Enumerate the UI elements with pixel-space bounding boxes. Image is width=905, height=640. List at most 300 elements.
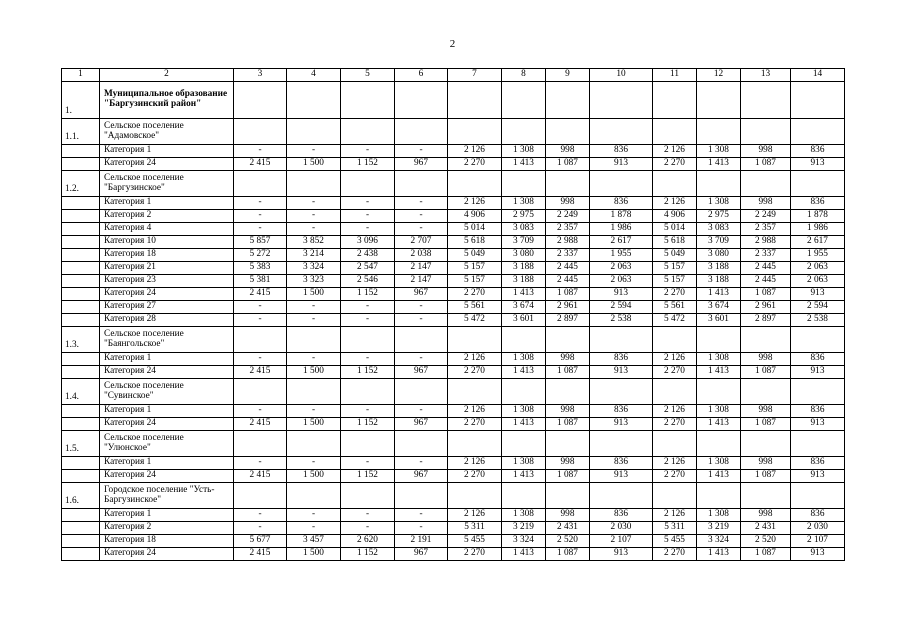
empty-cell [653, 431, 697, 457]
empty-cell [590, 171, 653, 197]
value-cell: 2 620 [341, 535, 395, 548]
empty-index-cell [62, 366, 100, 379]
value-cell: - [395, 223, 448, 236]
category-name: Категория 1 [100, 145, 234, 158]
value-cell: - [341, 145, 395, 158]
value-cell: 2 126 [653, 457, 697, 470]
value-cell: 2 617 [590, 236, 653, 249]
value-cell: 967 [395, 288, 448, 301]
value-cell: 2 030 [590, 522, 653, 535]
section-row [62, 119, 845, 145]
value-cell: 1 955 [791, 249, 845, 262]
value-cell: 2 961 [741, 301, 791, 314]
empty-cell [395, 379, 448, 405]
value-cell: 1 152 [341, 366, 395, 379]
value-cell: 836 [590, 509, 653, 522]
value-cell: 1 152 [341, 548, 395, 561]
empty-cell [287, 171, 341, 197]
value-cell: 1 308 [502, 197, 546, 210]
value-cell: 2 038 [395, 249, 448, 262]
section-row [62, 483, 845, 509]
value-cell: - [234, 301, 287, 314]
value-cell: 836 [791, 353, 845, 366]
section-row [62, 379, 845, 405]
empty-index-cell [62, 535, 100, 548]
section-name: Сельское поселение "Сувинское" [100, 379, 234, 405]
value-cell: 3 709 [502, 236, 546, 249]
value-cell: 3 674 [502, 301, 546, 314]
column-number-cell: 13 [741, 69, 791, 82]
value-cell: 2 357 [741, 223, 791, 236]
value-cell: 998 [546, 509, 590, 522]
value-cell: 3 324 [287, 262, 341, 275]
empty-cell [791, 327, 845, 353]
value-cell: 2 063 [791, 275, 845, 288]
value-cell: 2 445 [741, 275, 791, 288]
value-cell: 967 [395, 158, 448, 171]
value-cell: 3 457 [287, 535, 341, 548]
value-cell: 2 520 [741, 535, 791, 548]
value-cell: 5 157 [653, 262, 697, 275]
value-cell: 967 [395, 548, 448, 561]
category-row [62, 418, 845, 431]
empty-cell [502, 82, 546, 119]
section-row [62, 327, 845, 353]
category-name: Категория 24 [100, 470, 234, 483]
value-cell: 913 [791, 158, 845, 171]
value-cell: 2 126 [653, 145, 697, 158]
value-cell: 5 472 [448, 314, 502, 327]
value-cell: 2 270 [448, 288, 502, 301]
value-cell: 1 878 [590, 210, 653, 223]
value-cell: - [395, 197, 448, 210]
value-cell: 1 500 [287, 288, 341, 301]
category-name: Категория 2 [100, 210, 234, 223]
category-row [62, 288, 845, 301]
value-cell: 2 897 [741, 314, 791, 327]
value-cell: - [234, 405, 287, 418]
value-cell: 3 709 [697, 236, 741, 249]
empty-index-cell [62, 275, 100, 288]
empty-cell [653, 82, 697, 119]
empty-cell [395, 119, 448, 145]
value-cell: - [287, 353, 341, 366]
value-cell: 1 308 [502, 145, 546, 158]
value-cell: - [234, 197, 287, 210]
section-index: 1.2. [62, 171, 100, 197]
empty-cell [741, 431, 791, 457]
value-cell: - [341, 197, 395, 210]
value-cell: 836 [590, 353, 653, 366]
value-cell: 836 [791, 197, 845, 210]
category-row [62, 262, 845, 275]
category-row [62, 470, 845, 483]
column-number-cell: 12 [697, 69, 741, 82]
value-cell: 5 157 [448, 262, 502, 275]
column-number-cell: 14 [791, 69, 845, 82]
empty-cell [234, 483, 287, 509]
value-cell: 1 500 [287, 418, 341, 431]
value-cell: 2 270 [448, 418, 502, 431]
value-cell: 2 126 [653, 405, 697, 418]
category-row [62, 210, 845, 223]
empty-index-cell [62, 158, 100, 171]
category-name: Категория 23 [100, 275, 234, 288]
value-cell: 998 [546, 457, 590, 470]
empty-index-cell [62, 197, 100, 210]
empty-cell [791, 119, 845, 145]
empty-cell [546, 327, 590, 353]
value-cell: 1 087 [741, 288, 791, 301]
value-cell: 3 188 [502, 262, 546, 275]
empty-cell [234, 82, 287, 119]
section-name: Сельское поселение "Адамовское" [100, 119, 234, 145]
value-cell: 2 546 [341, 275, 395, 288]
value-cell: 998 [546, 197, 590, 210]
value-cell: - [234, 509, 287, 522]
empty-cell [791, 82, 845, 119]
column-number-row [62, 69, 845, 82]
value-cell: 998 [546, 145, 590, 158]
value-cell: 2 147 [395, 275, 448, 288]
category-name: Категория 1 [100, 405, 234, 418]
value-cell: - [234, 210, 287, 223]
value-cell: 1 308 [502, 353, 546, 366]
value-cell: 5 311 [653, 522, 697, 535]
empty-cell [448, 82, 502, 119]
value-cell: 5 383 [234, 262, 287, 275]
empty-cell [653, 379, 697, 405]
value-cell: 2 538 [590, 314, 653, 327]
value-cell: 1 308 [697, 145, 741, 158]
value-cell: 998 [741, 509, 791, 522]
value-cell: 1 413 [697, 548, 741, 561]
empty-index-cell [62, 249, 100, 262]
value-cell: 998 [546, 405, 590, 418]
empty-cell [341, 327, 395, 353]
page-number: 2 [449, 38, 456, 50]
value-cell: 1 986 [791, 223, 845, 236]
value-cell: 967 [395, 470, 448, 483]
category-row [62, 249, 845, 262]
section-row [62, 82, 845, 119]
empty-cell [546, 483, 590, 509]
value-cell: - [234, 353, 287, 366]
empty-index-cell [62, 353, 100, 366]
value-cell: - [395, 353, 448, 366]
value-cell: 2 126 [653, 509, 697, 522]
empty-cell [697, 483, 741, 509]
section-name: Сельское поселение "Улюнское" [100, 431, 234, 457]
value-cell: 2 270 [448, 366, 502, 379]
empty-cell [741, 119, 791, 145]
value-cell: 2 030 [791, 522, 845, 535]
value-cell: 3 601 [502, 314, 546, 327]
empty-cell [546, 82, 590, 119]
value-cell: 1 413 [502, 366, 546, 379]
empty-cell [741, 82, 791, 119]
value-cell: - [287, 405, 341, 418]
empty-cell [502, 483, 546, 509]
empty-index-cell [62, 418, 100, 431]
value-cell: 2 337 [741, 249, 791, 262]
value-cell: - [234, 223, 287, 236]
empty-cell [395, 483, 448, 509]
empty-cell [234, 171, 287, 197]
empty-cell [502, 379, 546, 405]
value-cell: - [287, 522, 341, 535]
empty-cell [791, 431, 845, 457]
value-cell: - [395, 301, 448, 314]
empty-cell [697, 119, 741, 145]
value-cell: - [395, 314, 448, 327]
value-cell: 1 878 [791, 210, 845, 223]
value-cell: 2 445 [546, 275, 590, 288]
value-cell: 5 857 [234, 236, 287, 249]
section-name: Сельское поселение "Баргузинское" [100, 171, 234, 197]
value-cell: - [341, 301, 395, 314]
value-cell: 1 413 [697, 288, 741, 301]
value-cell: 2 270 [653, 158, 697, 171]
value-cell: 5 049 [653, 249, 697, 262]
value-cell: 2 415 [234, 158, 287, 171]
empty-cell [653, 327, 697, 353]
value-cell: 2 897 [546, 314, 590, 327]
value-cell: 1 413 [697, 418, 741, 431]
empty-index-cell [62, 314, 100, 327]
empty-index-cell [62, 470, 100, 483]
value-cell: 2 975 [697, 210, 741, 223]
value-cell: 1 413 [502, 548, 546, 561]
value-cell: 1 087 [741, 470, 791, 483]
empty-cell [546, 171, 590, 197]
empty-cell [546, 379, 590, 405]
category-row [62, 145, 845, 158]
value-cell: 2 337 [546, 249, 590, 262]
value-cell: 913 [791, 366, 845, 379]
value-cell: - [341, 405, 395, 418]
value-cell: - [234, 522, 287, 535]
value-cell: 1 308 [697, 405, 741, 418]
value-cell: 3 083 [502, 223, 546, 236]
value-cell: 998 [741, 457, 791, 470]
value-cell: - [287, 457, 341, 470]
value-cell: 2 975 [502, 210, 546, 223]
value-cell: 2 988 [546, 236, 590, 249]
empty-cell [234, 379, 287, 405]
value-cell: 913 [791, 288, 845, 301]
section-row [62, 171, 845, 197]
value-cell: 2 445 [546, 262, 590, 275]
value-cell: 2 538 [791, 314, 845, 327]
value-cell: - [341, 509, 395, 522]
empty-cell [697, 431, 741, 457]
value-cell: - [395, 405, 448, 418]
value-cell: 2 520 [546, 535, 590, 548]
value-cell: 2 126 [448, 457, 502, 470]
value-cell: 2 126 [448, 145, 502, 158]
empty-index-cell [62, 509, 100, 522]
category-row [62, 548, 845, 561]
column-number-cell: 6 [395, 69, 448, 82]
empty-cell [590, 379, 653, 405]
value-cell: 836 [590, 145, 653, 158]
category-row [62, 353, 845, 366]
value-cell: 1 986 [590, 223, 653, 236]
category-row [62, 197, 845, 210]
value-cell: 1 087 [546, 470, 590, 483]
value-cell: - [287, 223, 341, 236]
category-name: Категория 24 [100, 366, 234, 379]
value-cell: - [287, 301, 341, 314]
value-cell: - [287, 509, 341, 522]
value-cell: - [234, 145, 287, 158]
value-cell: 3 852 [287, 236, 341, 249]
empty-cell [448, 119, 502, 145]
empty-index-cell [62, 210, 100, 223]
value-cell: 2 126 [448, 197, 502, 210]
value-cell: 2 357 [546, 223, 590, 236]
category-name: Категория 1 [100, 509, 234, 522]
empty-cell [395, 327, 448, 353]
empty-cell [287, 119, 341, 145]
empty-cell [791, 483, 845, 509]
value-cell: 913 [590, 418, 653, 431]
column-number-cell: 5 [341, 69, 395, 82]
value-cell: 913 [791, 470, 845, 483]
empty-cell [741, 379, 791, 405]
empty-index-cell [62, 405, 100, 418]
value-cell: 2 707 [395, 236, 448, 249]
column-number-cell: 11 [653, 69, 697, 82]
empty-cell [791, 171, 845, 197]
value-cell: - [341, 522, 395, 535]
value-cell: 2 594 [791, 301, 845, 314]
empty-cell [741, 327, 791, 353]
empty-cell [395, 171, 448, 197]
empty-cell [697, 82, 741, 119]
empty-cell [653, 171, 697, 197]
value-cell: 5 455 [653, 535, 697, 548]
value-cell: 3 219 [697, 522, 741, 535]
category-name: Категория 18 [100, 249, 234, 262]
value-cell: 3 080 [502, 249, 546, 262]
value-cell: 2 270 [653, 288, 697, 301]
value-cell: 1 087 [546, 288, 590, 301]
value-cell: 2 126 [448, 509, 502, 522]
tariff-table [61, 68, 845, 561]
empty-cell [590, 119, 653, 145]
value-cell: 2 249 [546, 210, 590, 223]
empty-cell [697, 327, 741, 353]
value-cell: 836 [791, 145, 845, 158]
value-cell: 5 618 [653, 236, 697, 249]
category-name: Категория 28 [100, 314, 234, 327]
category-name: Категория 24 [100, 288, 234, 301]
empty-cell [502, 327, 546, 353]
value-cell: 1 413 [697, 470, 741, 483]
value-cell: - [287, 210, 341, 223]
column-number-cell: 1 [62, 69, 100, 82]
empty-cell [341, 82, 395, 119]
value-cell: 913 [791, 418, 845, 431]
value-cell: 1 500 [287, 366, 341, 379]
value-cell: - [341, 314, 395, 327]
value-cell: 1 152 [341, 158, 395, 171]
value-cell: 1 087 [741, 366, 791, 379]
value-cell: 2 594 [590, 301, 653, 314]
category-name: Категория 2 [100, 522, 234, 535]
category-row [62, 457, 845, 470]
category-name: Категория 24 [100, 548, 234, 561]
section-name: Муниципальное образование "Баргузинский район" [100, 82, 234, 119]
value-cell: 2 270 [448, 548, 502, 561]
section-index: 1.5. [62, 431, 100, 457]
value-cell: 1 413 [502, 288, 546, 301]
value-cell: 3 219 [502, 522, 546, 535]
category-row [62, 236, 845, 249]
column-number-cell: 7 [448, 69, 502, 82]
value-cell: 2 438 [341, 249, 395, 262]
value-cell: 836 [590, 457, 653, 470]
value-cell: 1 308 [697, 353, 741, 366]
value-cell: 1 087 [741, 548, 791, 561]
value-cell: 2 415 [234, 548, 287, 561]
section-index: 1.3. [62, 327, 100, 353]
value-cell: 2 063 [590, 275, 653, 288]
category-row [62, 158, 845, 171]
value-cell: - [287, 197, 341, 210]
empty-cell [448, 483, 502, 509]
value-cell: 5 472 [653, 314, 697, 327]
value-cell: 836 [791, 405, 845, 418]
category-name: Категория 24 [100, 158, 234, 171]
value-cell: 913 [590, 288, 653, 301]
column-number-cell: 9 [546, 69, 590, 82]
value-cell: 1 413 [502, 158, 546, 171]
value-cell: 3 601 [697, 314, 741, 327]
value-cell: 2 107 [791, 535, 845, 548]
empty-cell [697, 171, 741, 197]
section-name: Сельское поселение "Баянгольское" [100, 327, 234, 353]
value-cell: 2 445 [741, 262, 791, 275]
empty-cell [287, 431, 341, 457]
category-row [62, 509, 845, 522]
category-name: Категория 1 [100, 353, 234, 366]
value-cell: - [341, 210, 395, 223]
value-cell: - [341, 223, 395, 236]
value-cell: 2 126 [448, 353, 502, 366]
value-cell: 1 152 [341, 470, 395, 483]
empty-cell [234, 119, 287, 145]
value-cell: 2 126 [448, 405, 502, 418]
value-cell: 3 324 [697, 535, 741, 548]
empty-cell [741, 171, 791, 197]
empty-index-cell [62, 548, 100, 561]
value-cell: 2 063 [590, 262, 653, 275]
value-cell: 1 500 [287, 548, 341, 561]
value-cell: 2 191 [395, 535, 448, 548]
value-cell: 2 431 [741, 522, 791, 535]
empty-cell [502, 171, 546, 197]
value-cell: 3 096 [341, 236, 395, 249]
table-body [62, 69, 845, 561]
value-cell: - [341, 457, 395, 470]
value-cell: 1 087 [546, 548, 590, 561]
value-cell: 5 157 [448, 275, 502, 288]
value-cell: 998 [741, 145, 791, 158]
value-cell: 2 270 [653, 470, 697, 483]
